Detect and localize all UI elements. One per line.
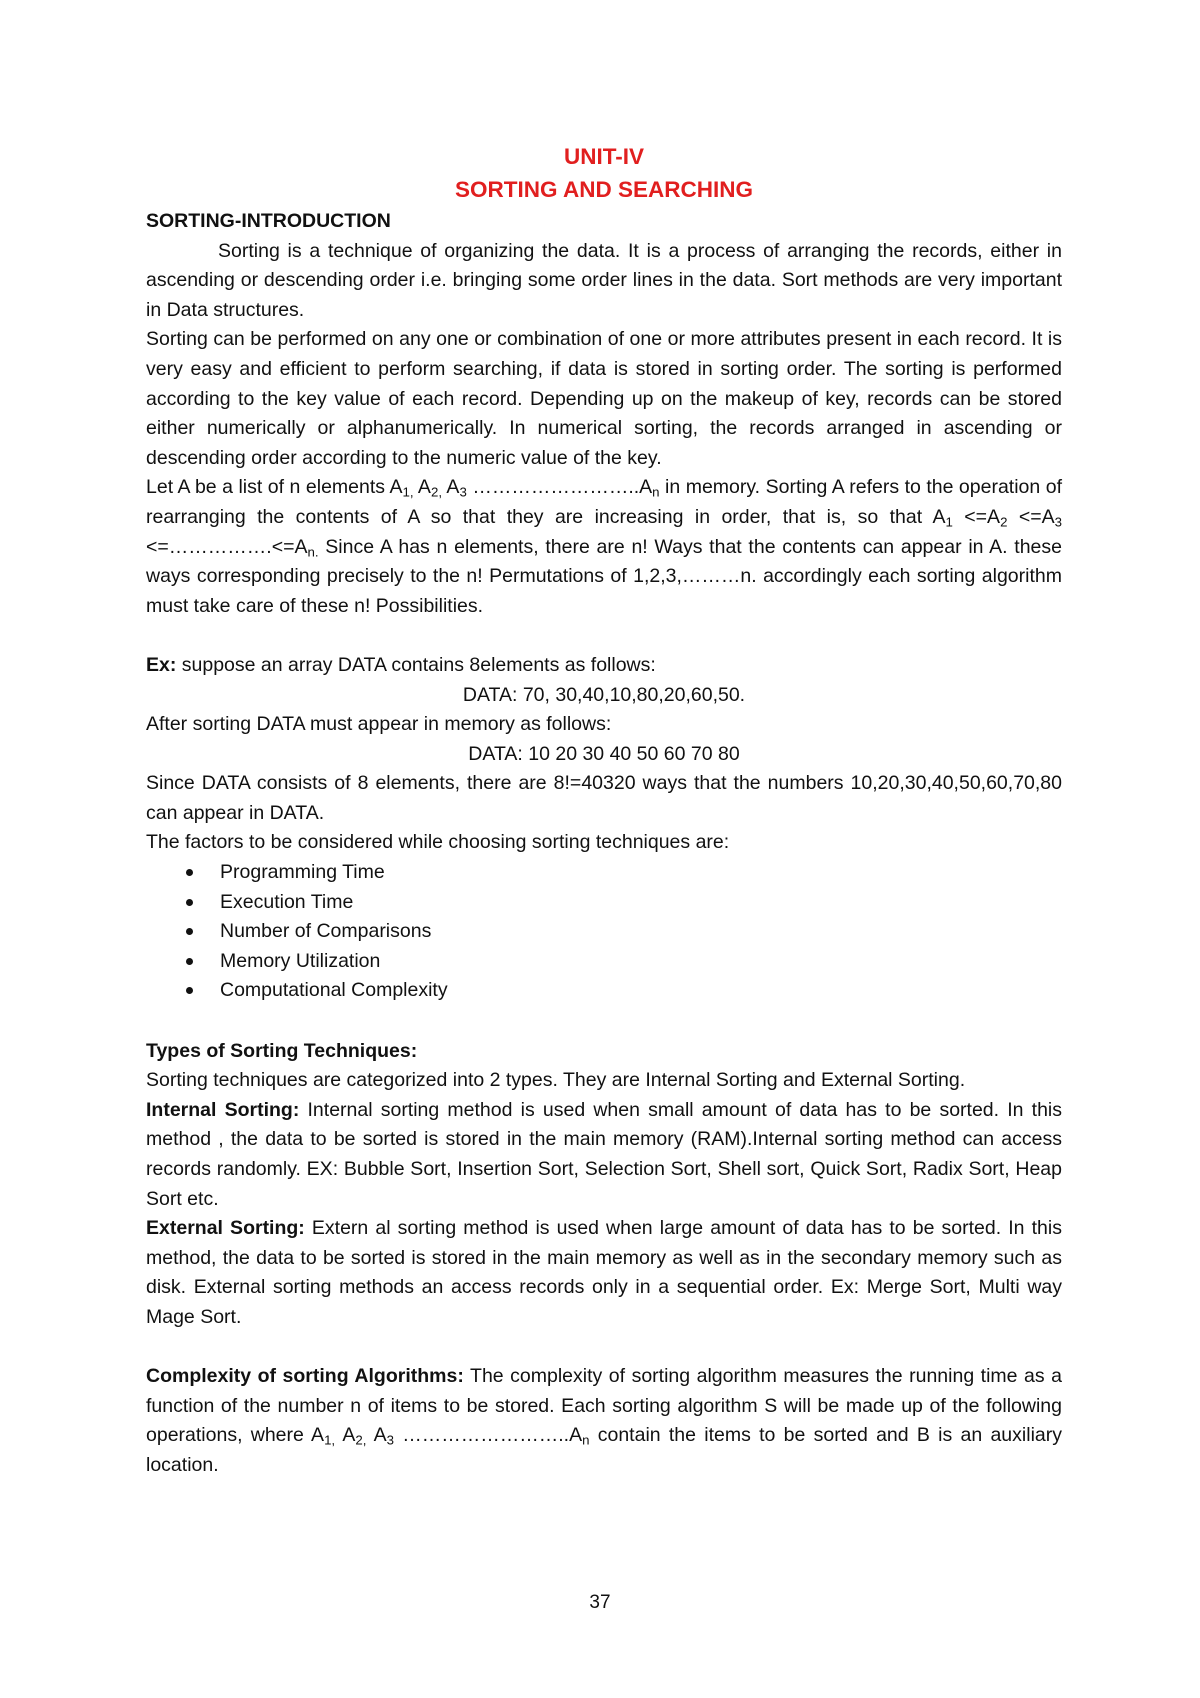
external-sorting-label: External Sorting: xyxy=(146,1217,305,1240)
intro-paragraph-3: Let A be a list of n elements $A_{1,}$ $A_{2,}$ $A_3$ $\dots\dots\dots\dots\dots\dots\dots\dots..A_n$ in memory. Sorting A refers to the operation of rearranging the contents of A so that they are increasing in order, that is, so that $A_1 <=A_2 <=A_3$ $<=\dots\dots\dots\dots\dots.<=A_{n.}$ Since A has n elements, there are n! Ways that the contents can appear in A. these ways corresponding precisely to the n! Permutations of 1,2,3,………n. accordingly each sorting algorithm must take care of these n! Possibilities. xyxy=(146,476,1063,617)
list-item: Number of Comparisons xyxy=(186,917,1062,947)
bullet-icon xyxy=(186,958,193,965)
internal-sorting-label: Internal Sorting: xyxy=(146,1098,300,1121)
example-line-3: Since DATA consists of 8 elements, there are 8!=40320 ways that the numbers 10,20,30,40,50,60,70,80 can appear in DATA. xyxy=(146,772,1062,824)
list-item: Computational Complexity xyxy=(186,976,1062,1006)
bullet-icon xyxy=(186,899,193,906)
example-line-2: After sorting DATA must appear in memory as follows: xyxy=(146,713,612,736)
unit-title: UNIT-IV xyxy=(563,144,644,169)
complexity-label: Complexity of sorting Algorithms: xyxy=(146,1365,464,1388)
bullet-icon xyxy=(186,987,193,994)
external-sorting-paragraph: External Sorting: Extern al sorting method is used when large amount of data has to be sorted. In this method, the data to be sorted is stored in the main memory as well as in the secondary memory such as disk. External sorting methods an access records only in a sequential order. Ex: Merge Sort, Multi way Mage Sort. xyxy=(146,1217,1062,1328)
intro-heading: SORTING-INTRODUCTION xyxy=(146,210,391,232)
example-label: Ex: xyxy=(146,653,177,676)
factors-list xyxy=(146,858,1062,1006)
bullet-icon xyxy=(186,928,193,935)
internal-sorting-paragraph: Internal Sorting: Internal sorting method is used when small amount of data has to be sorted. In this method , the data to be sorted is stored in the main memory (RAM).Internal sorting method can access records randomly. EX: Bubble Sort, Insertion Sort, Selection Sort, Shell sort, Quick Sort, Radix Sort, Heap Sort etc. xyxy=(146,1098,1062,1210)
complexity-paragraph: Complexity of sorting Algorithms: The complexity of sorting algorithm measures the running time as a function of the number n of items to be stored. Each sorting algorithm S will be made up of the following operations, where $A_{1,}$ $A_{2,}$ $A_3$ $\dots\dots\dots\dots\dots\dots\dots\dots..A_n$ contain the items to be sorted and B is an auxiliary location. xyxy=(146,1365,1063,1476)
list-item: Execution Time xyxy=(186,888,1062,918)
list-item: Programming Time xyxy=(186,858,1062,888)
data-after: DATA: 10 20 30 40 50 60 70 80 xyxy=(468,742,740,765)
types-intro: Sorting techniques are categorized into 2 types. They are Internal Sorting and External Sorting. xyxy=(146,1069,966,1092)
unit-subtitle: SORTING AND SEARCHING xyxy=(455,177,753,202)
spacer xyxy=(146,1333,1062,1363)
page-number: 37 xyxy=(589,1592,611,1613)
spacer xyxy=(146,621,1062,651)
intro-paragraph-2: Sorting can be performed on any one or combination of one or more attributes present in each record. It is very easy and efficient to perform searching, if data is stored in sorting order. The sorting is performed according to the key value of each record. Depending up on the makeup of key, records can be stored either numerically or alphanumerically. In numerical sorting, the records arranged in ascending or descending order according to the numeric value of the key. xyxy=(146,328,1062,469)
list-item: Memory Utilization xyxy=(186,947,1062,977)
factors-intro: The factors to be considered while choosing sorting techniques are: xyxy=(146,831,730,854)
types-heading: Types of Sorting Techniques: xyxy=(146,1039,418,1062)
bullet-icon xyxy=(186,869,193,876)
example-intro: Ex: suppose an array DATA contains 8elements as follows: xyxy=(146,653,656,676)
data-before: DATA: 70, 30,40,10,80,20,60,50. xyxy=(462,683,746,706)
spacer xyxy=(146,1006,1062,1036)
intro-paragraph-1: Sorting is a technique of organizing the data. It is a process of arranging the records, either in ascending or descending order i.e. bringing some order lines in the data. Sort methods are very important in Data structures. xyxy=(146,239,1062,321)
